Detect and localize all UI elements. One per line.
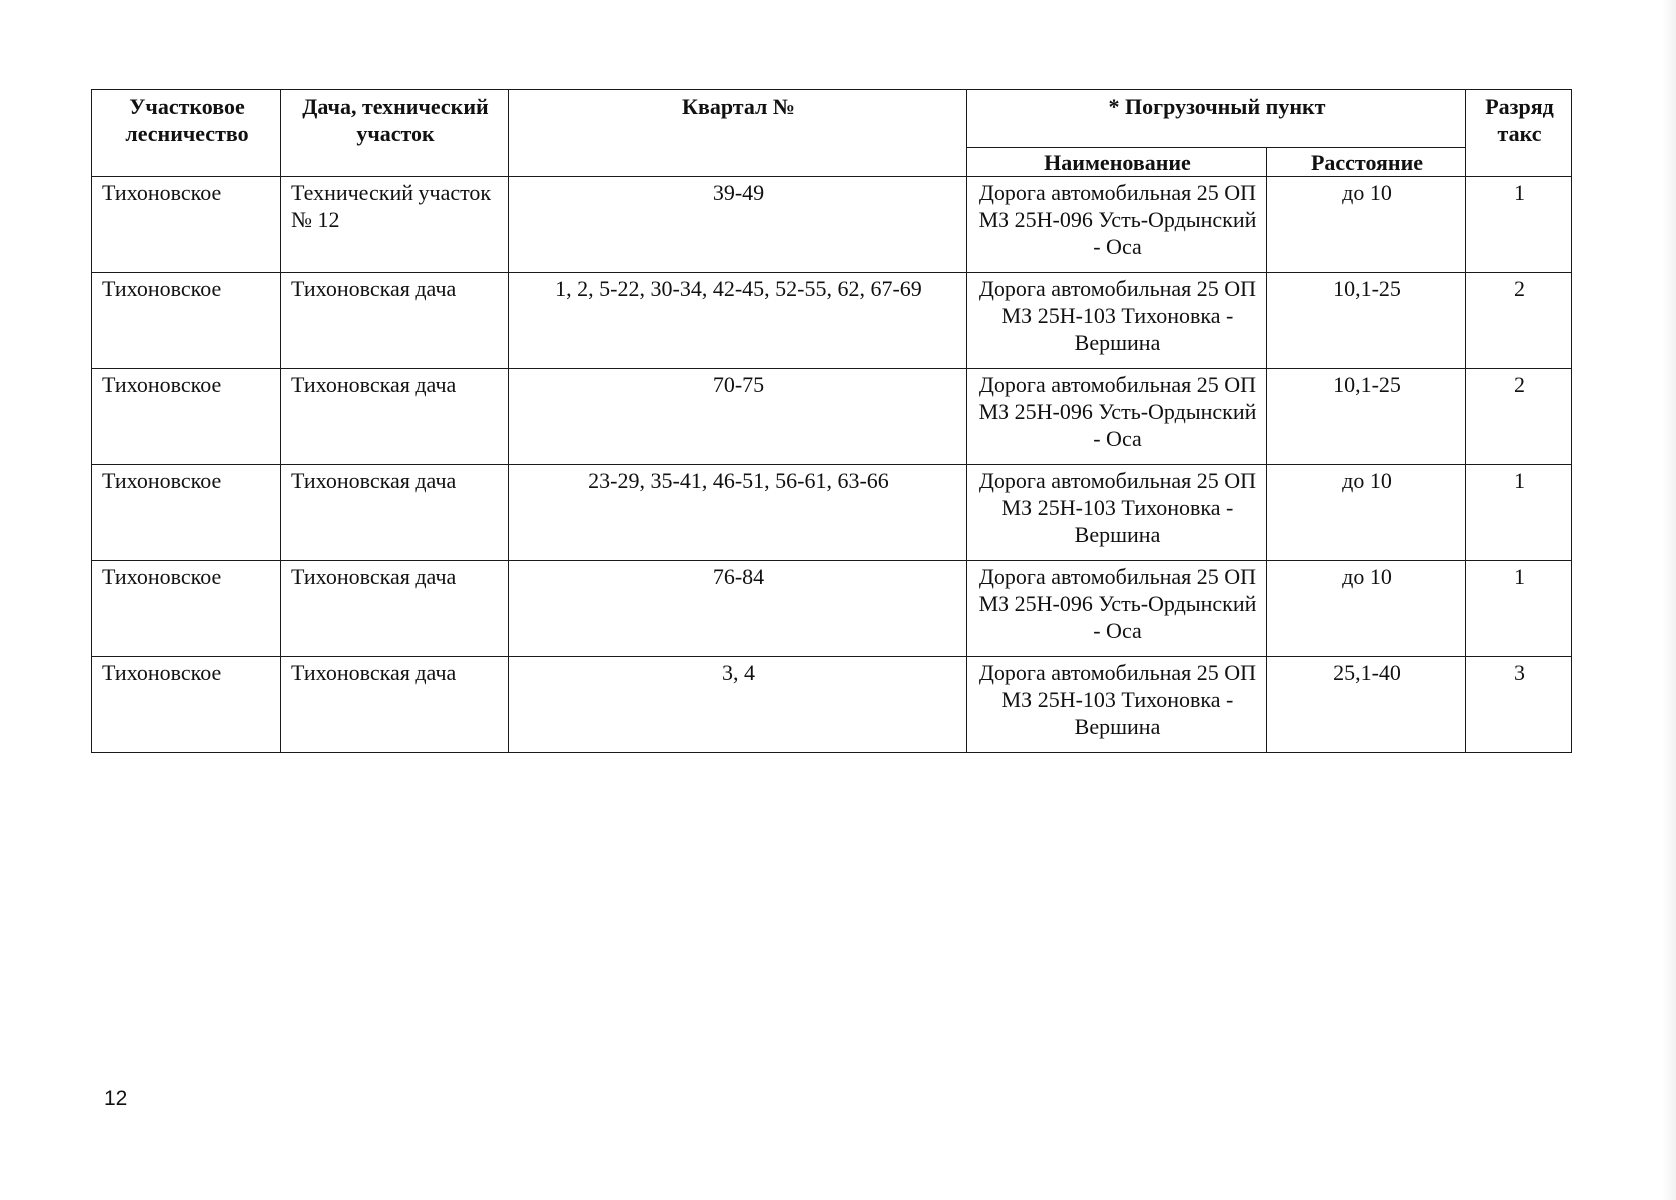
cell-rank: 1 xyxy=(1466,465,1572,561)
cell-dacha: Тихоновская дача xyxy=(281,465,509,561)
cell-dacha: Тихоновская дача xyxy=(281,561,509,657)
cell-district: Тихоновское xyxy=(92,561,281,657)
cell-district: Тихоновское xyxy=(92,465,281,561)
cell-quarter: 3, 4 xyxy=(509,657,967,753)
cell-dacha: Тихоновская дача xyxy=(281,657,509,753)
cell-quarter: 76-84 xyxy=(509,561,967,657)
table-row xyxy=(92,657,1572,753)
table-row xyxy=(92,561,1572,657)
header-row-1 xyxy=(92,90,1572,148)
cell-rank: 2 xyxy=(1466,369,1572,465)
header-name: Наименование xyxy=(967,148,1267,177)
header-distance: Расстояние xyxy=(1267,148,1466,177)
cell-name: Дорога автомобильная 25 ОП МЗ 25Н-096 Усть-Ордынский - Оса xyxy=(967,369,1267,465)
table-body xyxy=(92,177,1572,753)
cell-distance: до 10 xyxy=(1267,177,1466,273)
cell-district: Тихоновское xyxy=(92,273,281,369)
cell-rank: 1 xyxy=(1466,561,1572,657)
cell-distance: до 10 xyxy=(1267,561,1466,657)
table-row xyxy=(92,177,1572,273)
cell-name: Дорога автомобильная 25 ОП МЗ 25Н-103 Тихоновка - Вершина xyxy=(967,273,1267,369)
cell-quarter: 70-75 xyxy=(509,369,967,465)
table-row xyxy=(92,369,1572,465)
table-header xyxy=(92,90,1572,177)
cell-dacha: Тихоновская дача xyxy=(281,369,509,465)
cell-dacha: Тихоновская дача xyxy=(281,273,509,369)
cell-rank: 2 xyxy=(1466,273,1572,369)
cell-distance: 10,1-25 xyxy=(1267,273,1466,369)
header-dacha: Дача, технический участок xyxy=(281,90,509,177)
cell-dacha: Технический участок № 12 xyxy=(281,177,509,273)
header-quarter: Квартал № xyxy=(509,90,967,177)
cell-distance: 10,1-25 xyxy=(1267,369,1466,465)
cell-district: Тихоновское xyxy=(92,369,281,465)
cell-quarter: 23-29, 35-41, 46-51, 56-61, 63-66 xyxy=(509,465,967,561)
table-row xyxy=(92,273,1572,369)
cell-name: Дорога автомобильная 25 ОП МЗ 25Н-096 Усть-Ордынский - Оса xyxy=(967,561,1267,657)
cell-name: Дорога автомобильная 25 ОП МЗ 25Н-103 Тихоновка - Вершина xyxy=(967,465,1267,561)
cell-distance: до 10 xyxy=(1267,465,1466,561)
header-district: Участковое лесничество xyxy=(92,90,281,177)
cell-district: Тихоновское xyxy=(92,657,281,753)
cell-distance: 25,1-40 xyxy=(1267,657,1466,753)
loading-points-table xyxy=(91,89,1572,753)
cell-rank: 1 xyxy=(1466,177,1572,273)
cell-quarter: 1, 2, 5-22, 30-34, 42-45, 52-55, 62, 67-69 xyxy=(509,273,967,369)
header-loading-point: * Погрузочный пункт xyxy=(967,90,1466,148)
cell-name: Дорога автомобильная 25 ОП МЗ 25Н-096 Усть-Ордынский - Оса xyxy=(967,177,1267,273)
table-row xyxy=(92,465,1572,561)
cell-district: Тихоновское xyxy=(92,177,281,273)
scan-edge xyxy=(1662,0,1676,1200)
cell-rank: 3 xyxy=(1466,657,1572,753)
header-rank: Разряд такс xyxy=(1466,90,1572,177)
cell-quarter: 39-49 xyxy=(509,177,967,273)
cell-name: Дорога автомобильная 25 ОП МЗ 25Н-103 Тихоновка - Вершина xyxy=(967,657,1267,753)
page-number: 12 xyxy=(104,1087,128,1110)
